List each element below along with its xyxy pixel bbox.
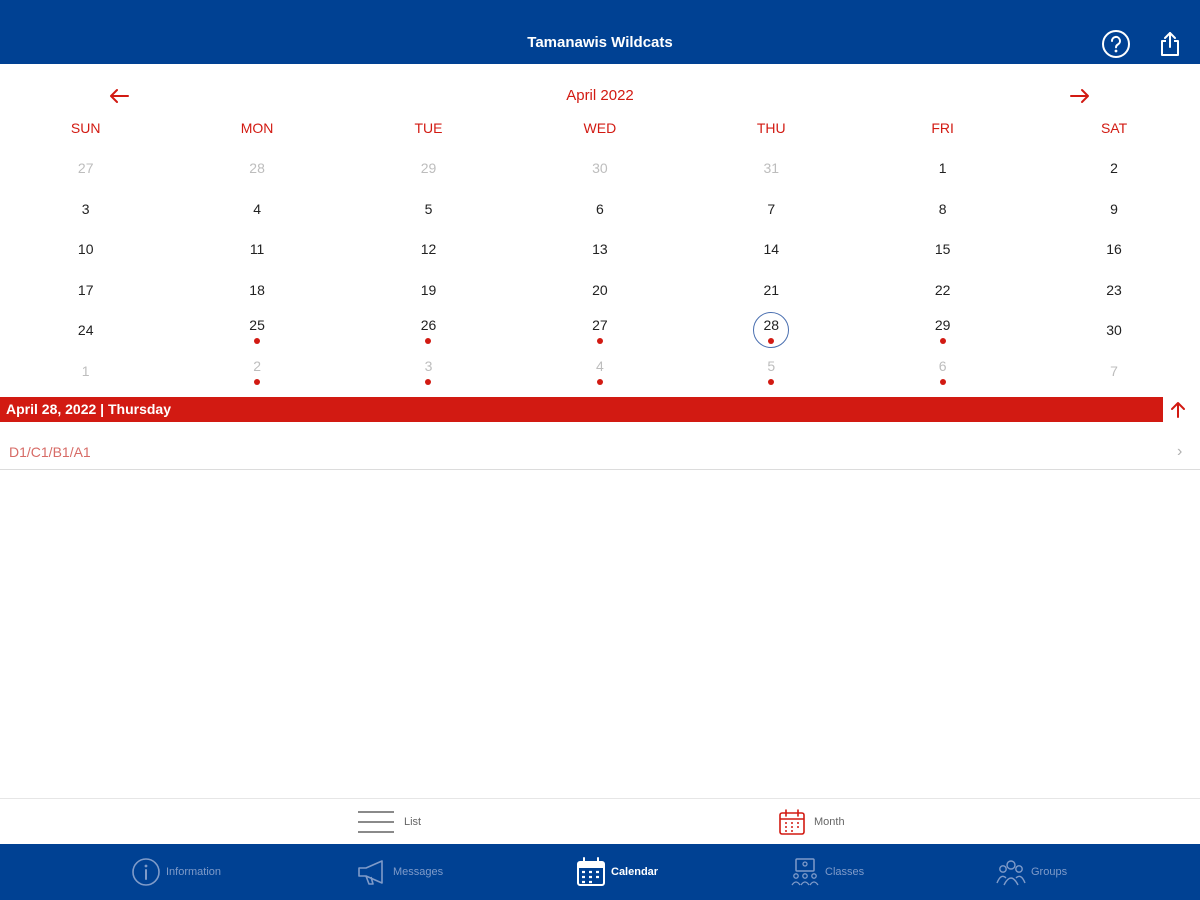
calendar-day[interactable] bbox=[171, 229, 342, 270]
calendar-week-row bbox=[0, 351, 1200, 392]
day-number: 27 bbox=[77, 160, 94, 176]
calendar-day[interactable] bbox=[686, 148, 857, 189]
tab-information-label: Information bbox=[166, 866, 222, 878]
weekday-label: FRI bbox=[931, 120, 954, 136]
tab-groups-label: Groups bbox=[1031, 866, 1068, 878]
tab-calendar-label: Calendar bbox=[611, 866, 659, 878]
day-number: 29 bbox=[420, 160, 437, 176]
calendar-day[interactable] bbox=[514, 351, 685, 392]
tab-groups[interactable] bbox=[996, 844, 1067, 900]
day-number: 30 bbox=[1106, 322, 1122, 338]
calendar-day[interactable] bbox=[343, 310, 514, 351]
tab-messages-label: Messages bbox=[393, 866, 444, 878]
calendar-day[interactable] bbox=[171, 351, 342, 392]
calendar-day[interactable] bbox=[343, 270, 514, 311]
calendar-day[interactable] bbox=[514, 310, 685, 351]
calendar-day[interactable] bbox=[514, 229, 685, 270]
megaphone-icon bbox=[356, 858, 388, 886]
calendar-day[interactable] bbox=[857, 229, 1028, 270]
day-number: 3 bbox=[424, 357, 433, 374]
day-number: 7 bbox=[767, 200, 776, 217]
weekday-label: THU bbox=[756, 120, 786, 136]
weekday-label: SAT bbox=[1100, 120, 1128, 136]
info-icon bbox=[131, 857, 161, 887]
calendar-week-row bbox=[0, 310, 1200, 351]
app-title: Tamanawis Wildcats bbox=[527, 34, 673, 51]
calendar-day[interactable] bbox=[0, 310, 171, 351]
calendar-day[interactable] bbox=[343, 189, 514, 230]
day-number: 24 bbox=[77, 322, 94, 338]
day-number: 4 bbox=[595, 357, 604, 374]
help-icon bbox=[1101, 29, 1131, 59]
calendar-day[interactable] bbox=[514, 270, 685, 311]
calendar-day[interactable] bbox=[857, 189, 1028, 230]
weekday-label: TUE bbox=[414, 120, 443, 136]
month-calendar-icon bbox=[778, 808, 806, 836]
calendar-day[interactable] bbox=[0, 229, 171, 270]
tab-information[interactable] bbox=[131, 844, 221, 900]
day-number: 1 bbox=[938, 160, 947, 176]
day-number: 21 bbox=[763, 281, 780, 298]
calendar-day[interactable] bbox=[686, 229, 857, 270]
day-number: 30 bbox=[592, 160, 608, 176]
day-number: 28 bbox=[763, 317, 780, 333]
calendar-day[interactable] bbox=[514, 148, 685, 189]
view-toggle-bar bbox=[0, 798, 1200, 844]
weekday-label: WED bbox=[583, 120, 617, 136]
calendar-day[interactable] bbox=[1028, 270, 1199, 311]
day-number: 23 bbox=[1106, 281, 1122, 298]
day-number: 2 bbox=[253, 357, 261, 374]
day-number: 3 bbox=[81, 200, 90, 217]
event-dot-icon bbox=[597, 338, 603, 344]
day-number: 10 bbox=[77, 241, 94, 257]
tab-messages[interactable] bbox=[356, 844, 443, 900]
day-number: 18 bbox=[249, 281, 265, 298]
day-number: 29 bbox=[934, 317, 951, 333]
month-title: April 2022 bbox=[566, 87, 634, 104]
month-navigation bbox=[0, 82, 1200, 110]
calendar-grid bbox=[0, 148, 1200, 391]
event-list-item[interactable] bbox=[0, 434, 1200, 470]
calendar-day[interactable] bbox=[686, 270, 857, 311]
classes-icon bbox=[790, 857, 820, 887]
help-button[interactable] bbox=[1100, 28, 1132, 60]
event-dot-icon bbox=[254, 379, 260, 385]
day-number: 13 bbox=[592, 241, 608, 257]
calendar-day[interactable] bbox=[343, 148, 514, 189]
event-dot-icon bbox=[940, 338, 946, 344]
calendar-week-row bbox=[0, 148, 1200, 189]
list-view-label: List bbox=[404, 816, 422, 828]
day-number: 5 bbox=[767, 357, 776, 374]
calendar-day[interactable] bbox=[857, 270, 1028, 311]
event-dot-icon bbox=[425, 338, 431, 344]
tab-classes-label: Classes bbox=[825, 866, 865, 878]
calendar-day[interactable] bbox=[1028, 148, 1199, 189]
calendar-day[interactable] bbox=[0, 148, 171, 189]
arrow-right-icon bbox=[1069, 87, 1091, 105]
event-title: D1/C1/B1/A1 bbox=[9, 444, 91, 460]
calendar-day[interactable] bbox=[171, 148, 342, 189]
day-number: 9 bbox=[1110, 200, 1118, 217]
calendar-day[interactable] bbox=[857, 148, 1028, 189]
day-number: 8 bbox=[938, 200, 947, 217]
calendar-day[interactable] bbox=[514, 189, 685, 230]
calendar-icon bbox=[576, 857, 606, 887]
arrow-up-icon bbox=[1170, 401, 1186, 419]
month-view-label: Month bbox=[814, 816, 845, 828]
day-number: 20 bbox=[592, 281, 608, 298]
day-number: 11 bbox=[249, 241, 265, 257]
day-number: 5 bbox=[424, 200, 433, 217]
calendar-day[interactable] bbox=[171, 310, 342, 351]
calendar-day[interactable] bbox=[857, 310, 1028, 351]
day-number: 26 bbox=[420, 317, 437, 333]
event-dot-icon bbox=[425, 379, 431, 385]
selected-date-bar: April 28, 2022 | Thursday bbox=[0, 397, 1163, 422]
share-button[interactable] bbox=[1154, 28, 1186, 60]
day-number: 7 bbox=[1110, 362, 1118, 379]
calendar-day[interactable] bbox=[343, 229, 514, 270]
day-number: 6 bbox=[595, 200, 604, 217]
event-dot-icon bbox=[254, 338, 260, 344]
groups-icon bbox=[996, 857, 1026, 887]
day-number: 22 bbox=[934, 281, 951, 298]
day-number: 16 bbox=[1106, 241, 1122, 257]
weekday-header bbox=[0, 118, 1200, 138]
day-number: 31 bbox=[763, 160, 780, 176]
share-icon bbox=[1158, 30, 1182, 58]
calendar-day[interactable] bbox=[686, 189, 857, 230]
event-dot-icon bbox=[768, 379, 774, 385]
calendar-week-row bbox=[0, 270, 1200, 311]
calendar-week-row bbox=[0, 229, 1200, 270]
calendar-day[interactable] bbox=[0, 189, 171, 230]
calendar-day[interactable] bbox=[1028, 351, 1199, 392]
calendar-week-row bbox=[0, 189, 1200, 230]
calendar-day[interactable] bbox=[171, 189, 342, 230]
day-number: 15 bbox=[934, 241, 951, 257]
calendar-day[interactable] bbox=[171, 270, 342, 311]
day-number: 12 bbox=[420, 241, 437, 257]
weekday-label: SUN bbox=[70, 120, 101, 136]
day-number: 17 bbox=[77, 281, 94, 298]
calendar-day[interactable] bbox=[0, 270, 171, 311]
day-number: 4 bbox=[253, 200, 261, 217]
chevron-right-icon: › bbox=[1177, 443, 1183, 460]
calendar-day[interactable] bbox=[343, 351, 514, 392]
day-number: 19 bbox=[420, 281, 437, 298]
tab-calendar[interactable] bbox=[576, 844, 658, 900]
day-number: 6 bbox=[938, 357, 947, 374]
day-number: 2 bbox=[1110, 160, 1118, 176]
event-dot-icon bbox=[597, 379, 603, 385]
bottom-tab-bar bbox=[0, 844, 1200, 900]
day-number: 14 bbox=[763, 241, 780, 257]
day-number: 1 bbox=[81, 362, 90, 379]
calendar-day[interactable] bbox=[1028, 189, 1199, 230]
calendar-day[interactable] bbox=[1028, 310, 1199, 351]
day-number: 28 bbox=[249, 160, 265, 176]
weekday-label: MON bbox=[240, 120, 274, 136]
event-dot-icon bbox=[940, 379, 946, 385]
list-view-button[interactable] bbox=[356, 799, 421, 845]
calendar-day[interactable] bbox=[0, 351, 171, 392]
day-number: 27 bbox=[592, 317, 608, 333]
calendar-day[interactable] bbox=[857, 351, 1028, 392]
calendar-day-selected[interactable] bbox=[686, 310, 857, 351]
calendar-day[interactable] bbox=[1028, 229, 1199, 270]
next-month-button[interactable] bbox=[1067, 84, 1093, 108]
list-icon bbox=[356, 807, 396, 837]
day-number: 25 bbox=[249, 317, 265, 333]
month-view-button[interactable] bbox=[778, 799, 845, 845]
collapse-calendar-button[interactable] bbox=[1166, 399, 1190, 421]
calendar-day[interactable] bbox=[686, 351, 857, 392]
tab-classes[interactable] bbox=[790, 844, 864, 900]
app-header bbox=[0, 0, 1200, 64]
